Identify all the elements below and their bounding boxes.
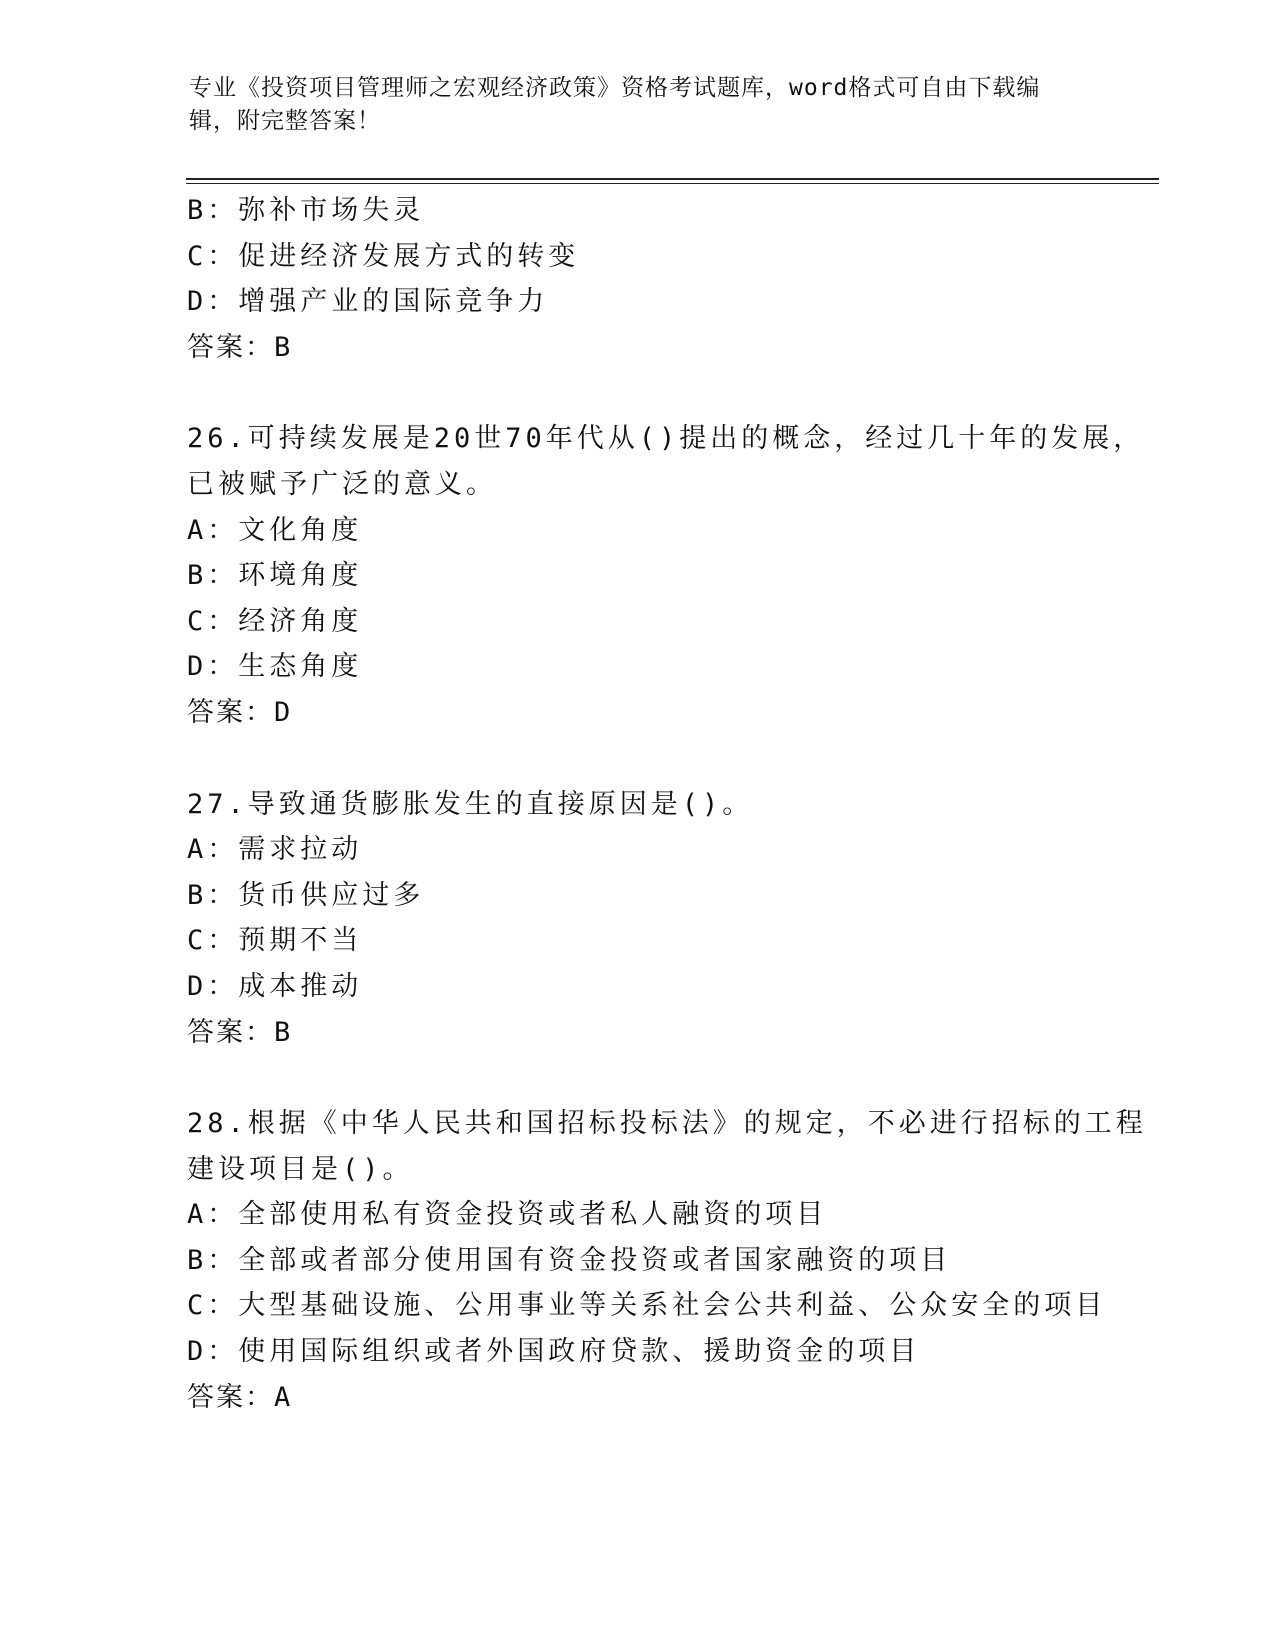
option-c: C：经济角度 xyxy=(187,605,363,637)
spacer xyxy=(187,736,1147,782)
option-d: D：生态角度 xyxy=(187,651,363,683)
option-b: B：环境角度 xyxy=(187,560,363,592)
answer-line: 答案：A xyxy=(187,1381,293,1413)
previous-question-tail xyxy=(187,188,1147,370)
option-b: B：全部或者部分使用国有资金投资或者国家融资的项目 xyxy=(187,1244,952,1276)
question-28 xyxy=(187,1101,1147,1420)
option-a: A：需求拉动 xyxy=(187,834,363,866)
option-c: C：促进经济发展方式的转变 xyxy=(187,240,580,272)
option-a: A：文化角度 xyxy=(187,514,363,546)
question-27 xyxy=(187,782,1147,1056)
option-b: B：货币供应过多 xyxy=(187,879,425,911)
question-stem: 27.导致通货膨胀发生的直接原因是()。 xyxy=(187,788,754,820)
option-b: B：弥补市场失灵 xyxy=(187,195,425,226)
question-26 xyxy=(187,416,1147,735)
option-d: D：使用国际组织或者外国政府贷款、援助资金的项目 xyxy=(187,1336,921,1368)
option-d: D：成本推动 xyxy=(187,970,363,1002)
answer-line: 答案：B xyxy=(187,331,293,363)
document-header: 专业《投资项目管理师之宏观经济政策》资格考试题库，word格式可自由下载编辑，附完整答案！ xyxy=(189,75,1041,134)
header-divider xyxy=(186,178,1159,184)
spacer xyxy=(187,1055,1147,1101)
option-c: C：大型基础设施、公用事业等关系社会公共利益、公众安全的项目 xyxy=(187,1290,1107,1322)
option-a: A：全部使用私有资金投资或者私人融资的项目 xyxy=(187,1199,828,1231)
option-c: C：预期不当 xyxy=(187,925,363,957)
question-stem: 28.根据《中华人民共和国招标投标法》的规定，不必进行招标的工程建设项目是()。 xyxy=(187,1108,1147,1185)
spacer xyxy=(187,370,1147,416)
answer-line: 答案：B xyxy=(187,1016,293,1048)
option-d: D：增强产业的国际竞争力 xyxy=(187,286,549,318)
question-list xyxy=(187,188,1147,1420)
answer-line: 答案：D xyxy=(187,696,293,728)
question-stem: 26.可持续发展是20世70年代从()提出的概念，经过几十年的发展，已被赋予广泛的意义。 xyxy=(187,423,1145,500)
